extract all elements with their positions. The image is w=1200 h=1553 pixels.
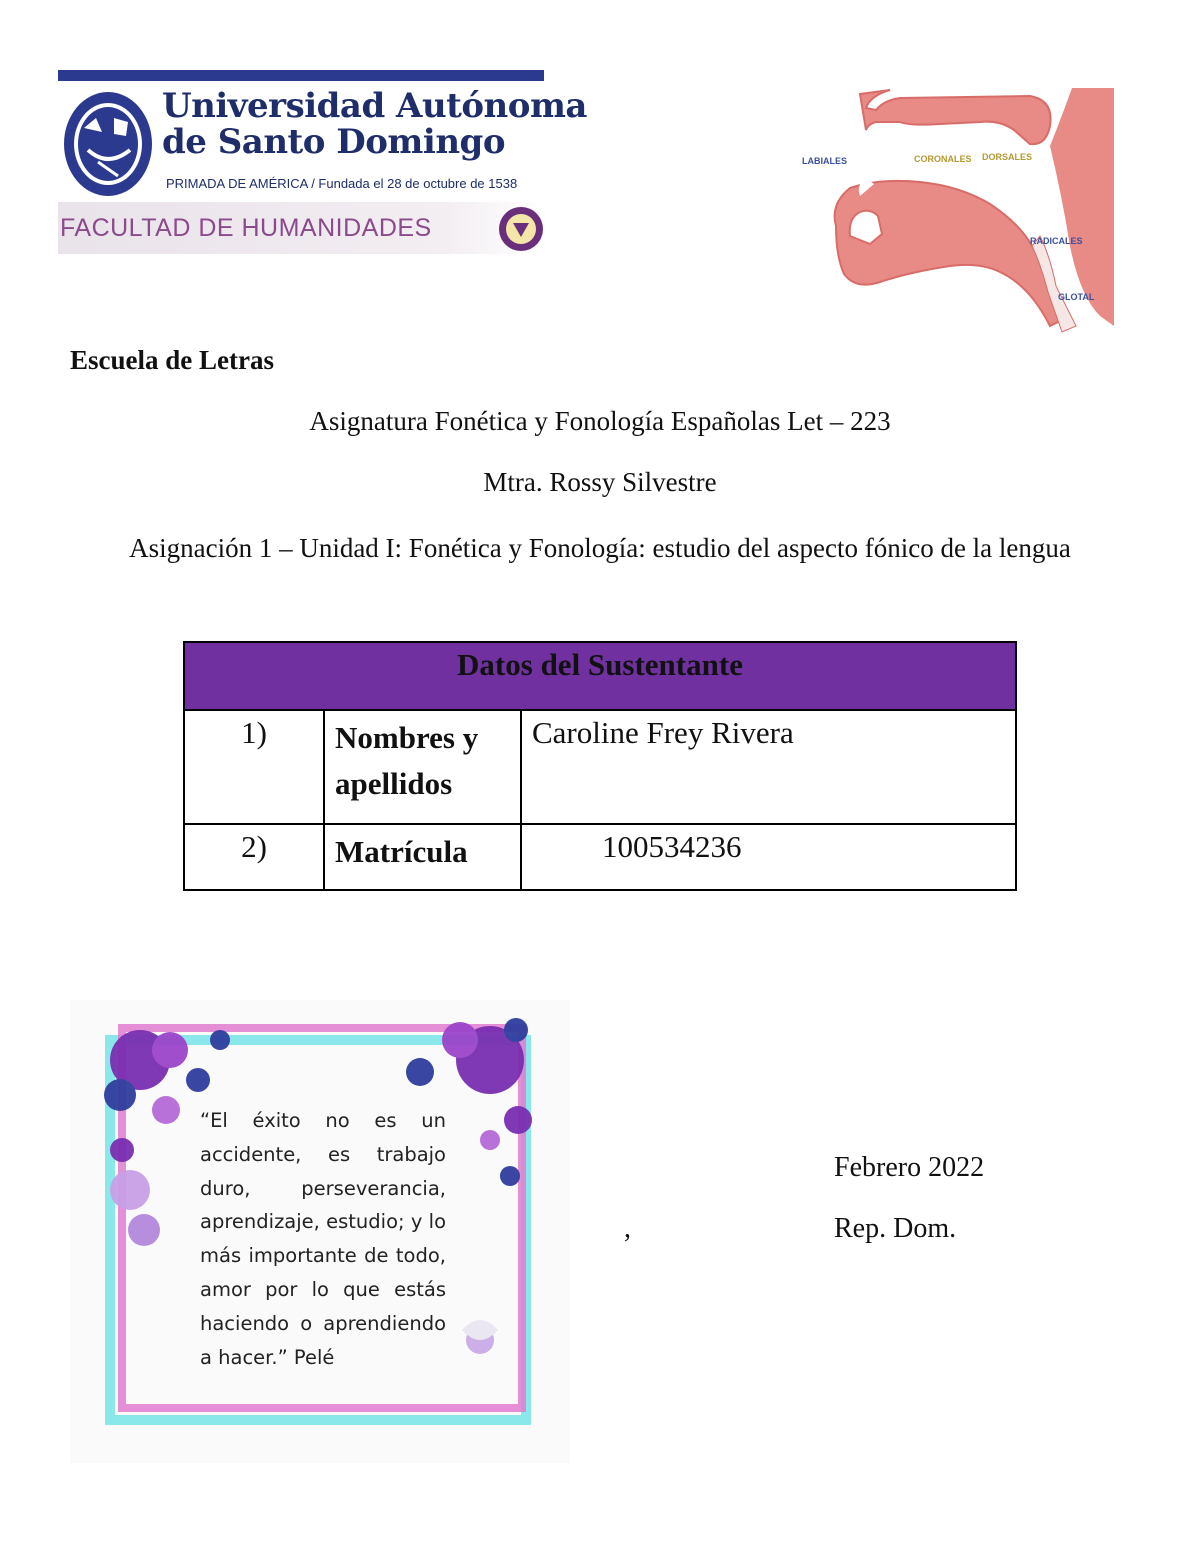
label-labiales: LABIALES [802,156,847,166]
school-title: Escuela de Letras [70,345,274,375]
row-number: 2) [184,824,324,890]
row-number: 1) [184,710,324,824]
student-id-value: 100534236 [602,829,742,864]
university-logo [58,70,587,254]
student-name-value: Caroline Frey Rivera [521,710,1016,824]
label-radicales: RADICALES [1030,236,1083,246]
assignment-title: Asignación 1 – Unidad I: Fonética y Fonología: estudio del aspecto fónico de la lengua [129,533,1071,563]
faculty-seal-icon [498,206,544,252]
row-label: Nombres y apellidos [324,710,521,824]
university-subtitle: PRIMADA DE AMÉRICA / Fundada el 28 de octubre de 1538 [166,176,518,191]
table-row [184,710,1016,824]
university-name-line2: de Santo Domingo [162,122,505,162]
label-coronales: CORONALES [914,154,972,164]
quote-body: “El éxito no es un accidente, es trabajo duro, perseverancia, aprendizaje, estudio; y lo más importante de todo, amor por lo que estás haciendo o aprendiendo a hacer.” Pelé [200,1109,446,1369]
university-name [162,88,587,160]
university-name-line1: Universidad Autónoma [162,86,587,126]
course-name: Asignatura Fonética y Fonología Españolas Let – 223 [309,406,891,436]
label-dorsales: DORSALES [982,152,1033,162]
university-seal-icon [62,88,154,200]
teacher-name: Mtra. Rossy Silvestre [483,467,717,497]
table-header: Datos del Sustentante [184,642,1016,710]
table-row [184,824,1016,890]
logo-top-bar [58,70,544,81]
student-id-cell [521,824,1016,890]
comma-mark: , [624,1213,631,1244]
row-label: Matrícula [324,824,521,890]
faculty-name: FACULTAD DE HUMANIDADES [60,214,432,242]
phonetics-mouth-diagram-icon [800,86,1114,340]
date-text: Febrero 2022 [834,1152,985,1183]
place-text: Rep. Dom. [834,1213,957,1244]
quote-text [200,1104,446,1390]
label-glotal: GLOTAL [1058,292,1095,302]
quote-frame [70,1000,570,1463]
student-data-table [183,641,1017,891]
